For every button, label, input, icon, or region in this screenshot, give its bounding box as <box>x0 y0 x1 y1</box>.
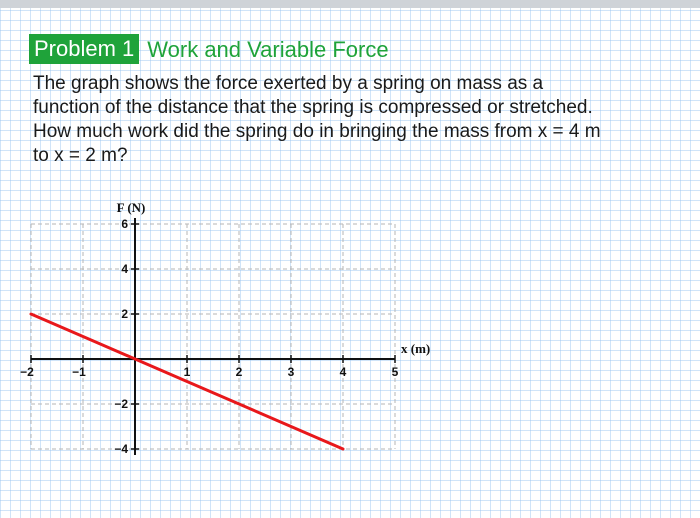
force-distance-chart <box>0 190 700 480</box>
y-tick-label: 4 <box>121 262 128 276</box>
top-bar <box>0 0 700 8</box>
x-tick-label: 4 <box>339 365 347 379</box>
problem-title: Work and Variable Force <box>147 36 389 62</box>
problem-heading <box>29 34 389 64</box>
y-tick-label: −4 <box>114 442 128 456</box>
x-axis-title: x (m) <box>401 341 431 356</box>
y-tick-label: 2 <box>121 307 128 321</box>
y-axis-title: F (N) <box>116 200 146 215</box>
x-tick-label: 1 <box>183 365 191 379</box>
x-tick-label: 5 <box>391 365 399 379</box>
x-tick-label: 2 <box>235 365 243 379</box>
x-tick-label: −2 <box>20 365 34 379</box>
x-tick-label: −1 <box>72 365 86 379</box>
y-tick-label: −2 <box>114 397 128 411</box>
x-tick-label: 3 <box>287 365 295 379</box>
y-tick-label: 6 <box>121 217 128 231</box>
question-text: The graph shows the force exerted by a spring on mass as a function of the distance that the spring is compressed or stretched. How much work did the spring do in bringing the mass from x = 4 m to x = 2 m? <box>33 73 601 166</box>
problem-badge: Problem 1 <box>29 34 139 64</box>
